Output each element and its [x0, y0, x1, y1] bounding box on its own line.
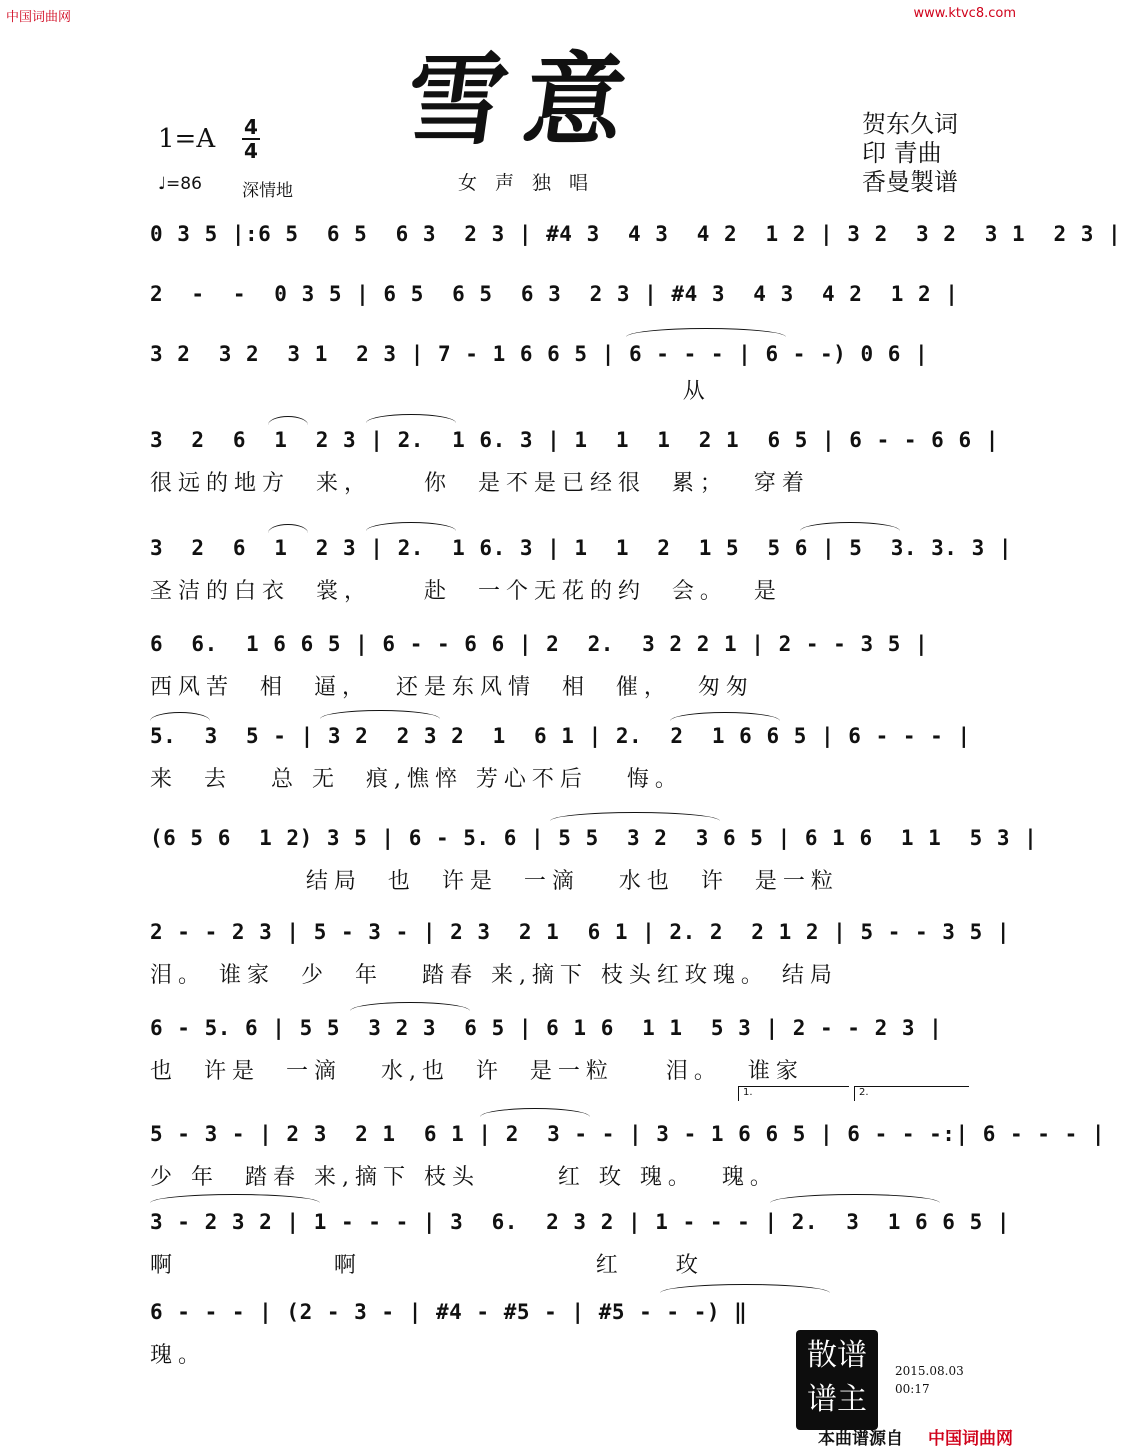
site-watermark-left: 中国词曲网 — [6, 10, 72, 25]
score-notes: (6 5 6 1 2) 3 5 | 6 - 5. 6 | 5 5 3 2 3 6 5 | 6 1 6 1 1 5 3 | — [150, 826, 1038, 850]
time-signature — [242, 116, 260, 162]
score-date — [895, 1362, 964, 1398]
score-lyrics: 啊 啊 红 玫 — [150, 1253, 704, 1278]
tempo-marking: ♩=86 — [158, 174, 202, 194]
score-lyrics: 圣洁的白衣 裳， 赴 一个无花的约 会。 是 — [150, 579, 782, 604]
credits — [862, 110, 958, 197]
lyricist-credit: 贺东久词 — [862, 110, 958, 138]
score-notes: 5 - 3 - | 2 3 2 1 6 1 | 2 3 - - | 3 - 1 6 6 5 | 6 - - -:| 6 - - - | — [150, 1122, 1106, 1146]
score-notes: 3 2 3 2 3 1 2 3 | 7 - 1 6 6 5 | 6 - - - | 6 - -) 0 6 | — [150, 342, 929, 366]
seal-text: 散谱谱主 — [807, 1338, 867, 1417]
arranger-seal — [796, 1330, 878, 1430]
composer-credit: 印 青曲 — [862, 139, 942, 167]
score-notes: 6 - 5. 6 | 5 5 3 2 3 6 5 | 6 1 6 1 1 5 3 | 2 - - 2 3 | — [150, 1016, 943, 1040]
score-notes: 6 - - - | (2 - 3 - | #4 - #5 - | #5 - - -) ‖ — [150, 1300, 748, 1324]
key-signature: 1=A — [158, 124, 216, 154]
score-date-day: 2015.08.03 — [895, 1364, 964, 1378]
score-lyrics: 从 — [150, 379, 711, 404]
score-notes: 0 3 5 |:6 5 6 5 6 3 2 3 | #4 3 4 3 4 2 1 2 | 3 2 3 2 3 1 2 3 | — [150, 222, 1121, 246]
score-lyrics: 来 去 总 无 痕,憔悴 芳心不后 悔。 — [150, 767, 683, 792]
score-notes: 2 - - 0 3 5 | 6 5 6 5 6 3 2 3 | #4 3 4 3 4 2 1 2 | — [150, 282, 959, 306]
footer-site-link[interactable]: 中国词曲网 — [928, 1429, 1013, 1449]
song-title: 雪意 — [398, 41, 652, 159]
score-lyrics: 也 许是 一滴 水,也 许 是一粒 泪。 谁家 — [150, 1059, 804, 1084]
time-signature-top: 4 — [244, 115, 258, 139]
score-notes: 6 6. 1 6 6 5 | 6 - - 6 6 | 2 2. 3 2 2 1 | 2 - - 3 5 | — [150, 632, 929, 656]
volta-second-ending: 2. — [854, 1086, 969, 1101]
time-signature-bottom: 4 — [244, 139, 258, 163]
score-lyrics: 瑰。 — [150, 1343, 207, 1368]
score-lyrics: 泪。 谁家 少 年 踏春 来,摘下 枝头红玫瑰。 结局 — [150, 963, 838, 988]
expression-marking: 深情地 — [242, 181, 293, 201]
score-lyrics: 结局 也 许是 一滴 水也 许 是一粒 — [150, 869, 839, 894]
score-notes: 5. 3 5 - | 3 2 2 3 2 1 6 1 | 2. 2 1 6 6 5 | 6 - - - | — [150, 724, 971, 748]
arranger-credit: 香曼製谱 — [862, 168, 958, 196]
score-lyrics: 西风苦 相 逼， 还是东风情 相 催， 匆匆 — [150, 675, 754, 700]
footer-source: 本曲谱源自 — [818, 1429, 903, 1449]
score-notes: 3 2 6 1 2 3 | 2. 1 6. 3 | 1 1 1 2 1 6 5 | 6 - - 6 6 | — [150, 428, 999, 452]
score-date-time: 00:17 — [895, 1382, 930, 1396]
score-lyrics: 很远的地方 来， 你 是不是已经很 累； 穿着 — [150, 471, 810, 496]
performance-subtitle: 女声独唱 — [458, 172, 607, 194]
score-notes: 3 - 2 3 2 | 1 - - - | 3 6. 2 3 2 | 1 - - - | 2. 3 1 6 6 5 | — [150, 1210, 1011, 1234]
score-notes: 3 2 6 1 2 3 | 2. 1 6. 3 | 1 1 2 1 5 5 6 | 5 3. 3. 3 | — [150, 536, 1013, 560]
volta-first-ending: 1. — [738, 1086, 849, 1101]
score-notes: 2 - - 2 3 | 5 - 3 - | 2 3 2 1 6 1 | 2. 2 2 1 2 | 5 - - 3 5 | — [150, 920, 1011, 944]
site-watermark-right[interactable]: www.ktvc8.com — [913, 6, 1016, 21]
score-lyrics: 少 年 踏春 来,摘下 枝头 红 玫 瑰。 瑰。 — [150, 1165, 778, 1190]
